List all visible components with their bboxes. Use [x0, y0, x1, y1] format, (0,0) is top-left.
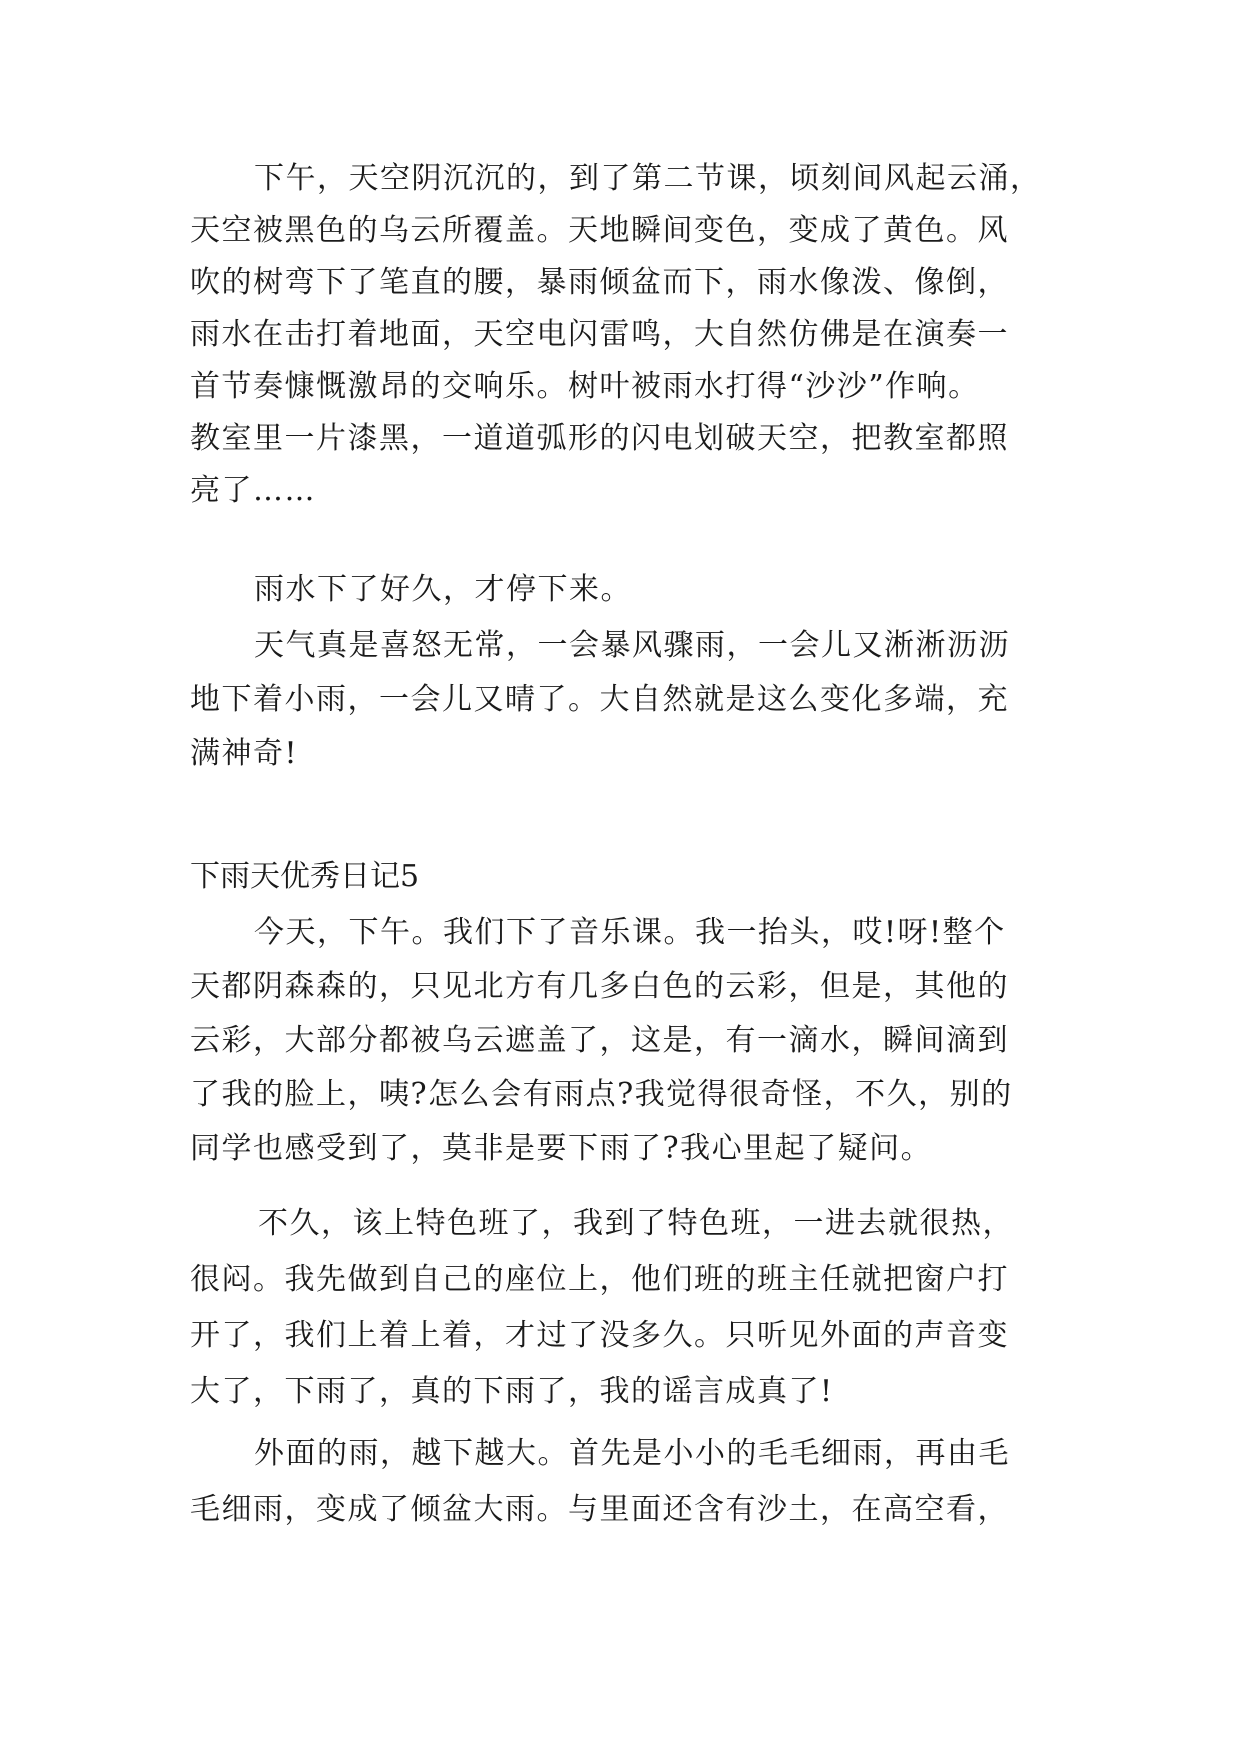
paragraph-line: 同学也感受到了，莫非是要下雨了?我心里起了疑问。: [190, 1131, 933, 1166]
paragraph-line: 亮了……: [190, 473, 316, 508]
paragraph-4: [190, 913, 1070, 1166]
paragraph-line: 很闷。我先做到自己的座位上，他们班的班主任就把窗户打: [190, 1262, 1009, 1297]
paragraph-line: 满神奇!: [190, 736, 299, 771]
paragraph-line: 雨水下了好久，才停下来。: [254, 572, 632, 607]
paragraph-line: 云彩，大部分都被乌云遮盖了，这是，有一滴水，瞬间滴到: [190, 1023, 1009, 1058]
paragraph-1: [190, 159, 1070, 508]
section-heading: 下雨天优秀日记5: [190, 859, 420, 894]
paragraph-line: 天空被黑色的乌云所覆盖。天地瞬间变色，变成了黄色。风: [190, 213, 1009, 248]
paragraph-line: 地下着小雨，一会儿又晴了。大自然就是这么变化多端，充: [190, 682, 1009, 717]
paragraph-line: 毛细雨，变成了倾盆大雨。与里面还含有沙土，在高空看，: [190, 1492, 1009, 1527]
paragraph-line: 首节奏慷慨激昂的交响乐。树叶被雨水打得“沙沙”作响。: [190, 369, 980, 404]
paragraph-line: 大了，下雨了，真的下雨了，我的谣言成真了!: [190, 1374, 834, 1409]
paragraph-line: 开了，我们上着上着，才过了没多久。只听见外面的声音变: [190, 1318, 1009, 1353]
paragraph-line: 天都阴森森的，只见北方有几多白色的云彩，但是，其他的: [190, 969, 1009, 1004]
paragraph-line: 吹的树弯下了笔直的腰，暴雨倾盆而下，雨水像泼、像倒，: [190, 265, 1009, 300]
paragraph-line: 天气真是喜怒无常，一会暴风骤雨，一会儿又淅淅沥沥: [254, 628, 1010, 663]
paragraph-line: 教室里一片漆黑，一道道弧形的闪电划破天空，把教室都照: [190, 421, 1009, 456]
paragraph-line: 外面的雨，越下越大。首先是小小的毛毛细雨，再由毛: [254, 1436, 1010, 1471]
paragraph-5: [190, 1204, 1070, 1414]
paragraph-line: 今天，下午。我们下了音乐课。我一抬头，哎!呀!整个: [254, 915, 1006, 950]
paragraph-line: 不久，该上特色班了，我到了特色班，一进去就很热，: [258, 1206, 1014, 1241]
paragraph-line: 了我的脸上，咦?怎么会有雨点?我觉得很奇怪，不久，别的: [190, 1077, 1013, 1112]
paragraph-line: 雨水在击打着地面，天空电闪雷鸣，大自然仿佛是在演奏一: [190, 317, 1009, 352]
paragraph-line: 下午，天空阴沉沉的，到了第二节课，顷刻间风起云涌，: [254, 161, 1042, 196]
paragraph-6: [190, 1434, 1070, 1574]
paragraph-3: [190, 626, 1070, 801]
